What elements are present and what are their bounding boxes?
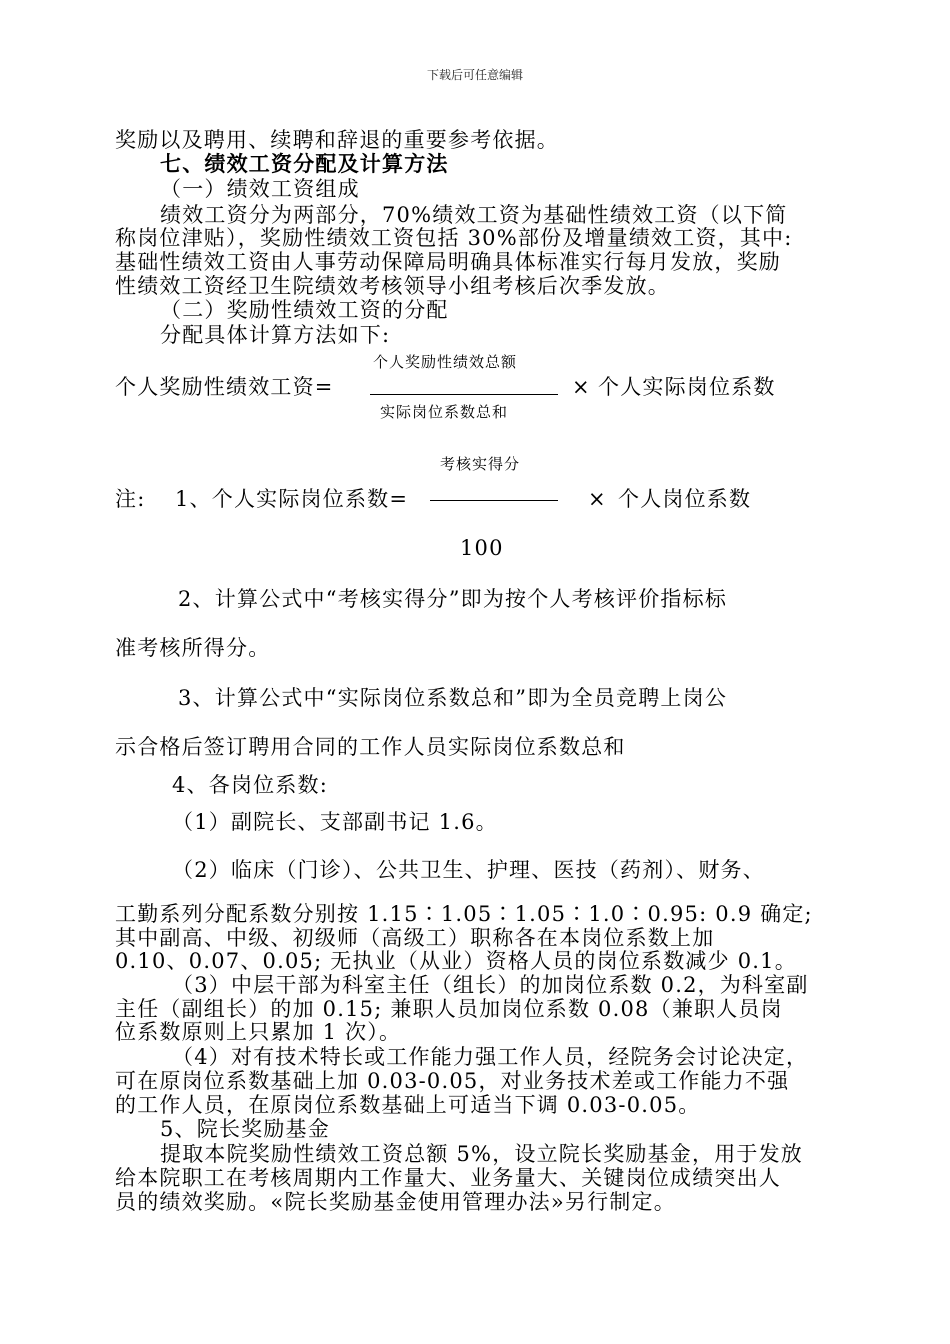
coefficient-line: 位系数原则上只累加 1 次）。 (115, 1020, 402, 1044)
paragraph-line: 绩效工资分为两部分，70%绩效工资为基础性绩效工资（以下简 (160, 203, 788, 227)
note-line: 示合格后签订聘用合同的工作人员实际岗位系数总和 (115, 735, 626, 759)
formula1-fraction-bar (370, 394, 558, 395)
paragraph-line: 员的绩效奖励。«院长奖励基金使用管理办法»另行制定。 (115, 1190, 676, 1214)
subsection-title: （二）奖励性绩效工资的分配 (160, 298, 449, 322)
paragraph-line: 性绩效工资经卫生院绩效考核领导小组考核后次季发放。 (115, 274, 670, 298)
coefficient-line: 主任（副组长）的加 0.15; 兼职人员加岗位系数 0.08（兼职人员岗 (115, 997, 783, 1021)
formula2-numerator: 考核实得分 (440, 455, 521, 473)
formula2-note: 注: (115, 487, 146, 511)
paragraph-line: 称岗位津贴），奖励性绩效工资包括 30%部份及增量绩效工资，其中: (115, 226, 793, 250)
formula2-fraction-bar (430, 500, 558, 501)
coefficient-line: 可在原岗位系数基础上加 0.03-0.05，对业务技术差或工作能力不强 (115, 1069, 790, 1093)
note-line: 5、院长奖励基金 (160, 1117, 330, 1141)
formula1-denominator: 实际岗位系数总和 (380, 403, 509, 421)
coefficient-line: 0.10、0.07、0.05; 无执业（从业）资格人员的岗位系数减少 0.1。 (115, 949, 797, 973)
coefficient-line: （4）对有技术特长或工作能力强工作人员，经院务会讨论决定， (172, 1045, 809, 1069)
coefficient-line: 其中副高、中级、初级师（高级工）职称各在本岗位系数上加 (115, 926, 715, 950)
coefficient-line: （3）中层干部为科室主任（组长）的加岗位系数 0.2，为科室副 (172, 973, 809, 997)
coefficient-line: （1）副院长、支部副书记 1.6。 (172, 810, 498, 834)
paragraph-line: 基础性绩效工资由人事劳动保障局明确具体标准实行每月发放，奖励 (115, 250, 781, 274)
coefficient-line: （2）临床（门诊）、公共卫生、护理、医技（药剂）、财务、 (172, 858, 765, 882)
formula2-times: × (588, 487, 607, 511)
coefficient-line: 的工作人员，在原岗位系数基础上可适当下调 0.03-0.05。 (115, 1093, 701, 1117)
note-line: 2、计算公式中“考核实得分”即为按个人考核评价指标标 (178, 587, 728, 611)
formula1-numerator: 个人奖励性绩效总额 (373, 353, 518, 371)
paragraph-line: 给本院职工在考核周期内工作量大、业务量大、关键岗位成绩突出人 (115, 1166, 781, 1190)
formula1-times: × (572, 375, 591, 399)
subsection-title: （一）绩效工资组成 (160, 177, 360, 201)
formula2-right: 个人岗位系数 (618, 487, 752, 511)
paragraph-line: 奖励以及聘用、续聘和辞退的重要参考依据。 (115, 128, 559, 152)
coefficient-line: 工勤系列分配系数分别按 1.15∶1.05∶1.05∶1.0∶0.95: 0.9 确定; (115, 902, 813, 926)
paragraph-line: 分配具体计算方法如下: (160, 323, 391, 347)
formula2-left: 1、个人实际岗位系数= (175, 487, 409, 511)
formula2-denominator: 100 (460, 536, 504, 560)
formula1-right: 个人实际岗位系数 (598, 375, 776, 399)
note-line: 准考核所得分。 (115, 636, 271, 660)
paragraph-line: 提取本院奖励性绩效工资总额 5%，设立院长奖励基金，用于发放 (160, 1142, 803, 1166)
section-title: 七、绩效工资分配及计算方法 (160, 151, 449, 176)
note-line: 3、计算公式中“实际岗位系数总和”即为全员竞聘上岗公 (178, 686, 728, 710)
note-line: 4、各岗位系数: (172, 773, 329, 797)
formula1-left: 个人奖励性绩效工资= (115, 375, 334, 399)
page-header: 下载后可任意编辑 (426, 68, 523, 82)
